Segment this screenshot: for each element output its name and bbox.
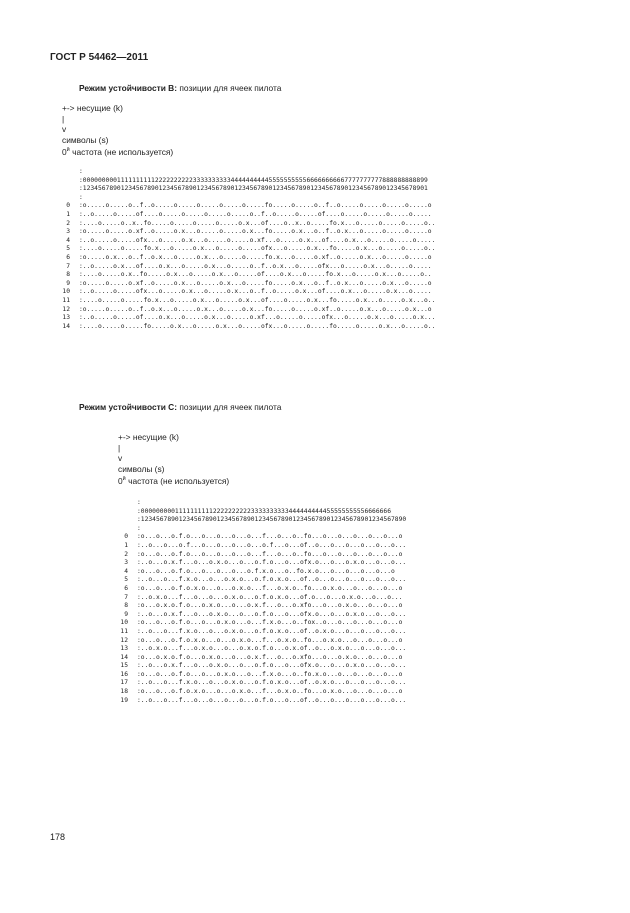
row-index: 14 (120, 653, 128, 661)
grid-header-line: :0000000001111111111222222222233333333334444444444555555555566666666667777777777888888888899 (79, 176, 428, 184)
section-c-legend (118, 432, 229, 486)
row-cells: :..o.x.o...f...o.x.o...o...o.x.o.f.o...o.x.of..o...o.x.o...o...o...o... (137, 645, 407, 653)
row-index: 3 (124, 559, 128, 567)
row-index: 8 (66, 271, 70, 279)
grid-row (62, 314, 435, 323)
legend-zero-freq: $0^й$ частота (не используется) (118, 475, 230, 486)
grid-row (118, 576, 406, 585)
grid-row (118, 559, 406, 568)
grid-row (118, 585, 406, 594)
legend-carriers: +-> несущие (k) (62, 103, 123, 113)
row-cells: :..o...o.x.f...o...o.x.o...o...o.f.o...o...ofx.o...o...o.x.o...o...o... (137, 610, 407, 618)
legend-arrow: v (118, 453, 123, 463)
row-index: 8 (124, 602, 128, 610)
row-cells: :..o...o.x.f...o...o.x.o...o...o.f.o...o...ofx.o...o...o.x.o...o...o... (137, 559, 407, 567)
row-cells: :....o.....o.....fo.x...o.....o.x...o.....o.x...of....o.....o.x...fo.....o.x...o.....o.x...o.. (79, 296, 436, 304)
row-index: 18 (120, 688, 128, 696)
row-index: 0 (124, 533, 128, 541)
row-cells: :o.....o.x...o..f..o.x...o.....o.x...o.....o.....fo.x...o.....o.xf..o.....o.x...o.....o.....o (79, 253, 432, 261)
row-index: 7 (66, 262, 70, 270)
row-index: 3 (66, 228, 70, 236)
grid-row (118, 662, 406, 671)
row-cells: :o...o...o.f.o...o...o...o...o.f.x.o...o..fo.x.o...o...o...o...o...o (137, 567, 395, 575)
row-index: 19 (120, 696, 128, 704)
row-cells: :..o.....o.....of....o.x...o.....o.x...o.....o.xf...o.....o.....ofx...o.....o.x...o.....o.x... (79, 314, 436, 322)
row-index: 10 (62, 288, 70, 296)
row-index: 11 (62, 296, 70, 304)
grid-row (118, 594, 406, 603)
row-cells: :o.....o.....o..f..o.x...o.....o.x...o.....o.x...fo.....o.....o.xf..o.....o.x...o.....o.x...o (79, 305, 432, 313)
row-index: 12 (62, 305, 70, 313)
grid-header-line: :000000000111111111122222222223333333333444444444455555555556666666 (137, 507, 392, 515)
legend-zero-freq: $0^й$ частота (не используется) (62, 146, 174, 157)
row-index: 15 (120, 662, 128, 670)
grid-row (118, 637, 406, 646)
row-index: 9 (124, 610, 128, 618)
section-b-legend (62, 103, 173, 157)
row-cells: :o...o.x.o.f.o...o.x.o...o...o.x.f...o...o.xfo...o...o.x.o...o...o...o (137, 653, 403, 661)
grid-row (62, 220, 435, 229)
grid-header-line: : (137, 499, 141, 506)
row-cells: :o...o...o.f.o...o...o.x.o...o...f.x.o...o..fo.x.o...o...o...o...o...o (137, 670, 403, 678)
row-index: 1 (124, 541, 128, 549)
grid-row (62, 306, 435, 315)
section-b-title-rest: позиции для ячеек пилота (177, 83, 282, 93)
row-cells: :..o...o...f.x.o...o...o.x.o...o.f.o.x.o...of..o...o...o...o...o...o... (137, 576, 407, 584)
legend-bar: | (118, 442, 121, 453)
section-c-title (79, 402, 281, 412)
grid-row (118, 688, 406, 697)
pilot-grid-b (62, 168, 435, 331)
grid-row (118, 645, 406, 654)
row-index: 10 (120, 619, 128, 627)
grid-row (62, 271, 435, 280)
row-cells: :o.....o.....o.xf..o.....o.x...o.....o.....o.x...fo.....o.x...o..f..o.x...o.....o.....o.....o (79, 228, 432, 236)
grid-row (62, 263, 435, 272)
document-header: ГОСТ Р 54462—2011 (50, 52, 149, 63)
row-index: 4 (66, 236, 70, 244)
row-cells: :o...o...o.f.o...o...o.x.o...o...f.x.o...o..fox..o...o...o...o...o...o (137, 619, 403, 627)
grid-row (62, 254, 435, 263)
row-cells: :....o.....o.x..fo.....o.x...o.....o.x...o.....of....o.x...o.....fo.x...o.....o.x...o.....o.. (79, 271, 432, 279)
row-index: 17 (120, 679, 128, 687)
grid-header-line: :1234567890123456789012345678901234567890123456789012345678901234567890123456789012345678901 (79, 185, 428, 193)
grid-header-line: :1234567890123456789012345678901234567890123456789012345678901234567890 (137, 516, 407, 524)
grid-row (62, 202, 435, 211)
legend-bar: | (62, 113, 65, 124)
section-c-title-bold: Режим устойчивости C: (79, 402, 178, 412)
row-index: 2 (66, 219, 70, 227)
section-b-title-bold: Режим устойчивости B: (79, 83, 178, 93)
row-cells: :o.....o.....o.xf..o.....o.x...o.....o.x...o.....fo.....o.x...o..f..o.x...o.....o.x...o.....o (79, 279, 432, 287)
grid-header-line: : (137, 524, 141, 532)
row-index: 5 (124, 576, 128, 584)
row-cells: :....o.....o.....fo.x...o.....o.x...o.....o.....ofx...o.....o.x...fo.....o.x...o.....o.....o.. (79, 245, 436, 253)
row-index: 14 (62, 322, 70, 330)
row-index: 9 (66, 279, 70, 287)
grid-row (118, 619, 406, 628)
grid-row (118, 533, 406, 542)
legend-carriers: +-> несущие (k) (118, 432, 179, 442)
row-index: 13 (120, 645, 128, 653)
row-cells: :..o.....o.....ofx...o.....o.x...o.....o.x...o..f..o.....o.x...of....o.x...o.....o.x...o..... (79, 288, 432, 296)
row-cells: :o...o.x.o.f.o...o.x.o...o...o.x.f...o...o.xfo...o...o.x.o...o...o...o (137, 602, 403, 610)
row-cells: :..o...o...f.x.o...o...o.x.o...o.f.o.x.o...of..o.x.o...o...o...o...o... (137, 627, 407, 635)
row-index: 11 (120, 627, 128, 635)
row-cells: :o...o...o.f.o.x.o...o...o.x.o...f...o.x.o..fo...o.x.o...o...o...o...o (137, 584, 403, 592)
row-cells: :....o.....o.....fo.....o.x...o.....o.x...o.....ofx...o.....o.....fo.....o.....o.x...o.....o.. (79, 322, 436, 330)
row-index: 5 (66, 245, 70, 253)
row-index: 4 (124, 567, 128, 575)
row-index: 12 (120, 636, 128, 644)
row-index: 7 (124, 593, 128, 601)
grid-row (118, 611, 406, 620)
row-cells: :..o.....o.....of....o.....o.....o.....o.....o..f..o.....o.....of....o.....o.....o.....o..... (79, 210, 432, 218)
row-cells: :o...o...o.f.o...o...o...o...o...f...o...o..fo...o...o...o...o...o...o (137, 533, 403, 541)
row-index: 6 (124, 584, 128, 592)
row-cells: :o...o...o.f.o...o...o...o...o...f...o...o..fo...o...o...o...o...o...o (137, 550, 403, 558)
grid-row (118, 542, 406, 551)
row-cells: :o...o...o.f.o.x.o...o...o.x.o...f...o.x.o..fo...o.x.o...o...o...o...o (137, 688, 403, 696)
row-cells: :....o.....o..x..fo.....o.....o.....o.....o.x...of....o..x..o.....fo.x...o.....o.....o.....o.. (79, 219, 436, 227)
row-cells: :o...o...o.f.o.x.o...o...o.x.o...f...o.x.o..fo...o.x.o...o...o...o...o (137, 636, 403, 644)
grid-row (62, 211, 435, 220)
legend-arrow: v (62, 124, 67, 134)
section-c-title-rest: позиции для ячеек пилота (177, 402, 282, 412)
grid-header-line: : (79, 168, 83, 175)
grid-row (62, 280, 435, 289)
grid-row (118, 568, 406, 577)
row-cells: :..o.x.o...f...o...o...o.x.o...o.f.o.x.o...of.o...o...o.x.o...o...o... (137, 593, 403, 601)
grid-row (118, 602, 406, 611)
row-cells: :..o...o...f.x.o...o...o.x.o...o.f.o.x.o...of..o.x.o...o...o...o...o... (137, 679, 407, 687)
legend-symbols: символы (s) (62, 134, 109, 145)
grid-row (62, 245, 435, 254)
legend-symbols: символы (s) (118, 463, 165, 474)
row-cells: :o.....o.....o..f..o.....o.....o.....o.....o.....fo.....o.....o..f..o.....o.....o.....o.....o (79, 202, 432, 210)
grid-row (118, 679, 406, 688)
row-index: 1 (66, 210, 70, 218)
grid-row (118, 697, 406, 706)
section-b-title (79, 83, 281, 93)
grid-row (118, 654, 406, 663)
row-cells: :..o...o...o.f...o...o...o...o...o.f...o...of..o...o...o...o...o...o... (137, 541, 407, 549)
row-index: 6 (66, 253, 70, 261)
grid-row (118, 551, 406, 560)
row-index: 2 (124, 550, 128, 558)
grid-header-line: : (79, 193, 83, 201)
row-index: 13 (62, 314, 70, 322)
row-index: 0 (66, 202, 70, 210)
row-cells: :..o...o...f...o...o...o...o...o.f.o...o...of..o...o...o...o...o...o... (137, 696, 407, 704)
row-cells: :..o...o.x.f...o...o.x.o...o...o.f.o...o...ofx.o...o...o.x.o...o...o... (137, 662, 407, 670)
page-number: 178 (50, 832, 66, 842)
row-cells: :..o.....o.x...of....o.x...o.....o.x...o.....o..f..o.x...o.....ofx...o.....o.x...o.....o..... (79, 262, 432, 270)
grid-row (62, 237, 435, 246)
row-cells: :..o.....o.....ofx...o.....o.x...o.....o.....o.xf...o.....o.x...of....o.x...o.....o.....o..... (79, 236, 436, 244)
row-index: 16 (120, 670, 128, 678)
grid-row (62, 323, 435, 332)
grid-row (62, 288, 435, 297)
grid-row (118, 671, 406, 680)
grid-row (62, 228, 435, 237)
grid-row (118, 628, 406, 637)
pilot-grid-c (118, 499, 406, 705)
grid-row (62, 297, 435, 306)
